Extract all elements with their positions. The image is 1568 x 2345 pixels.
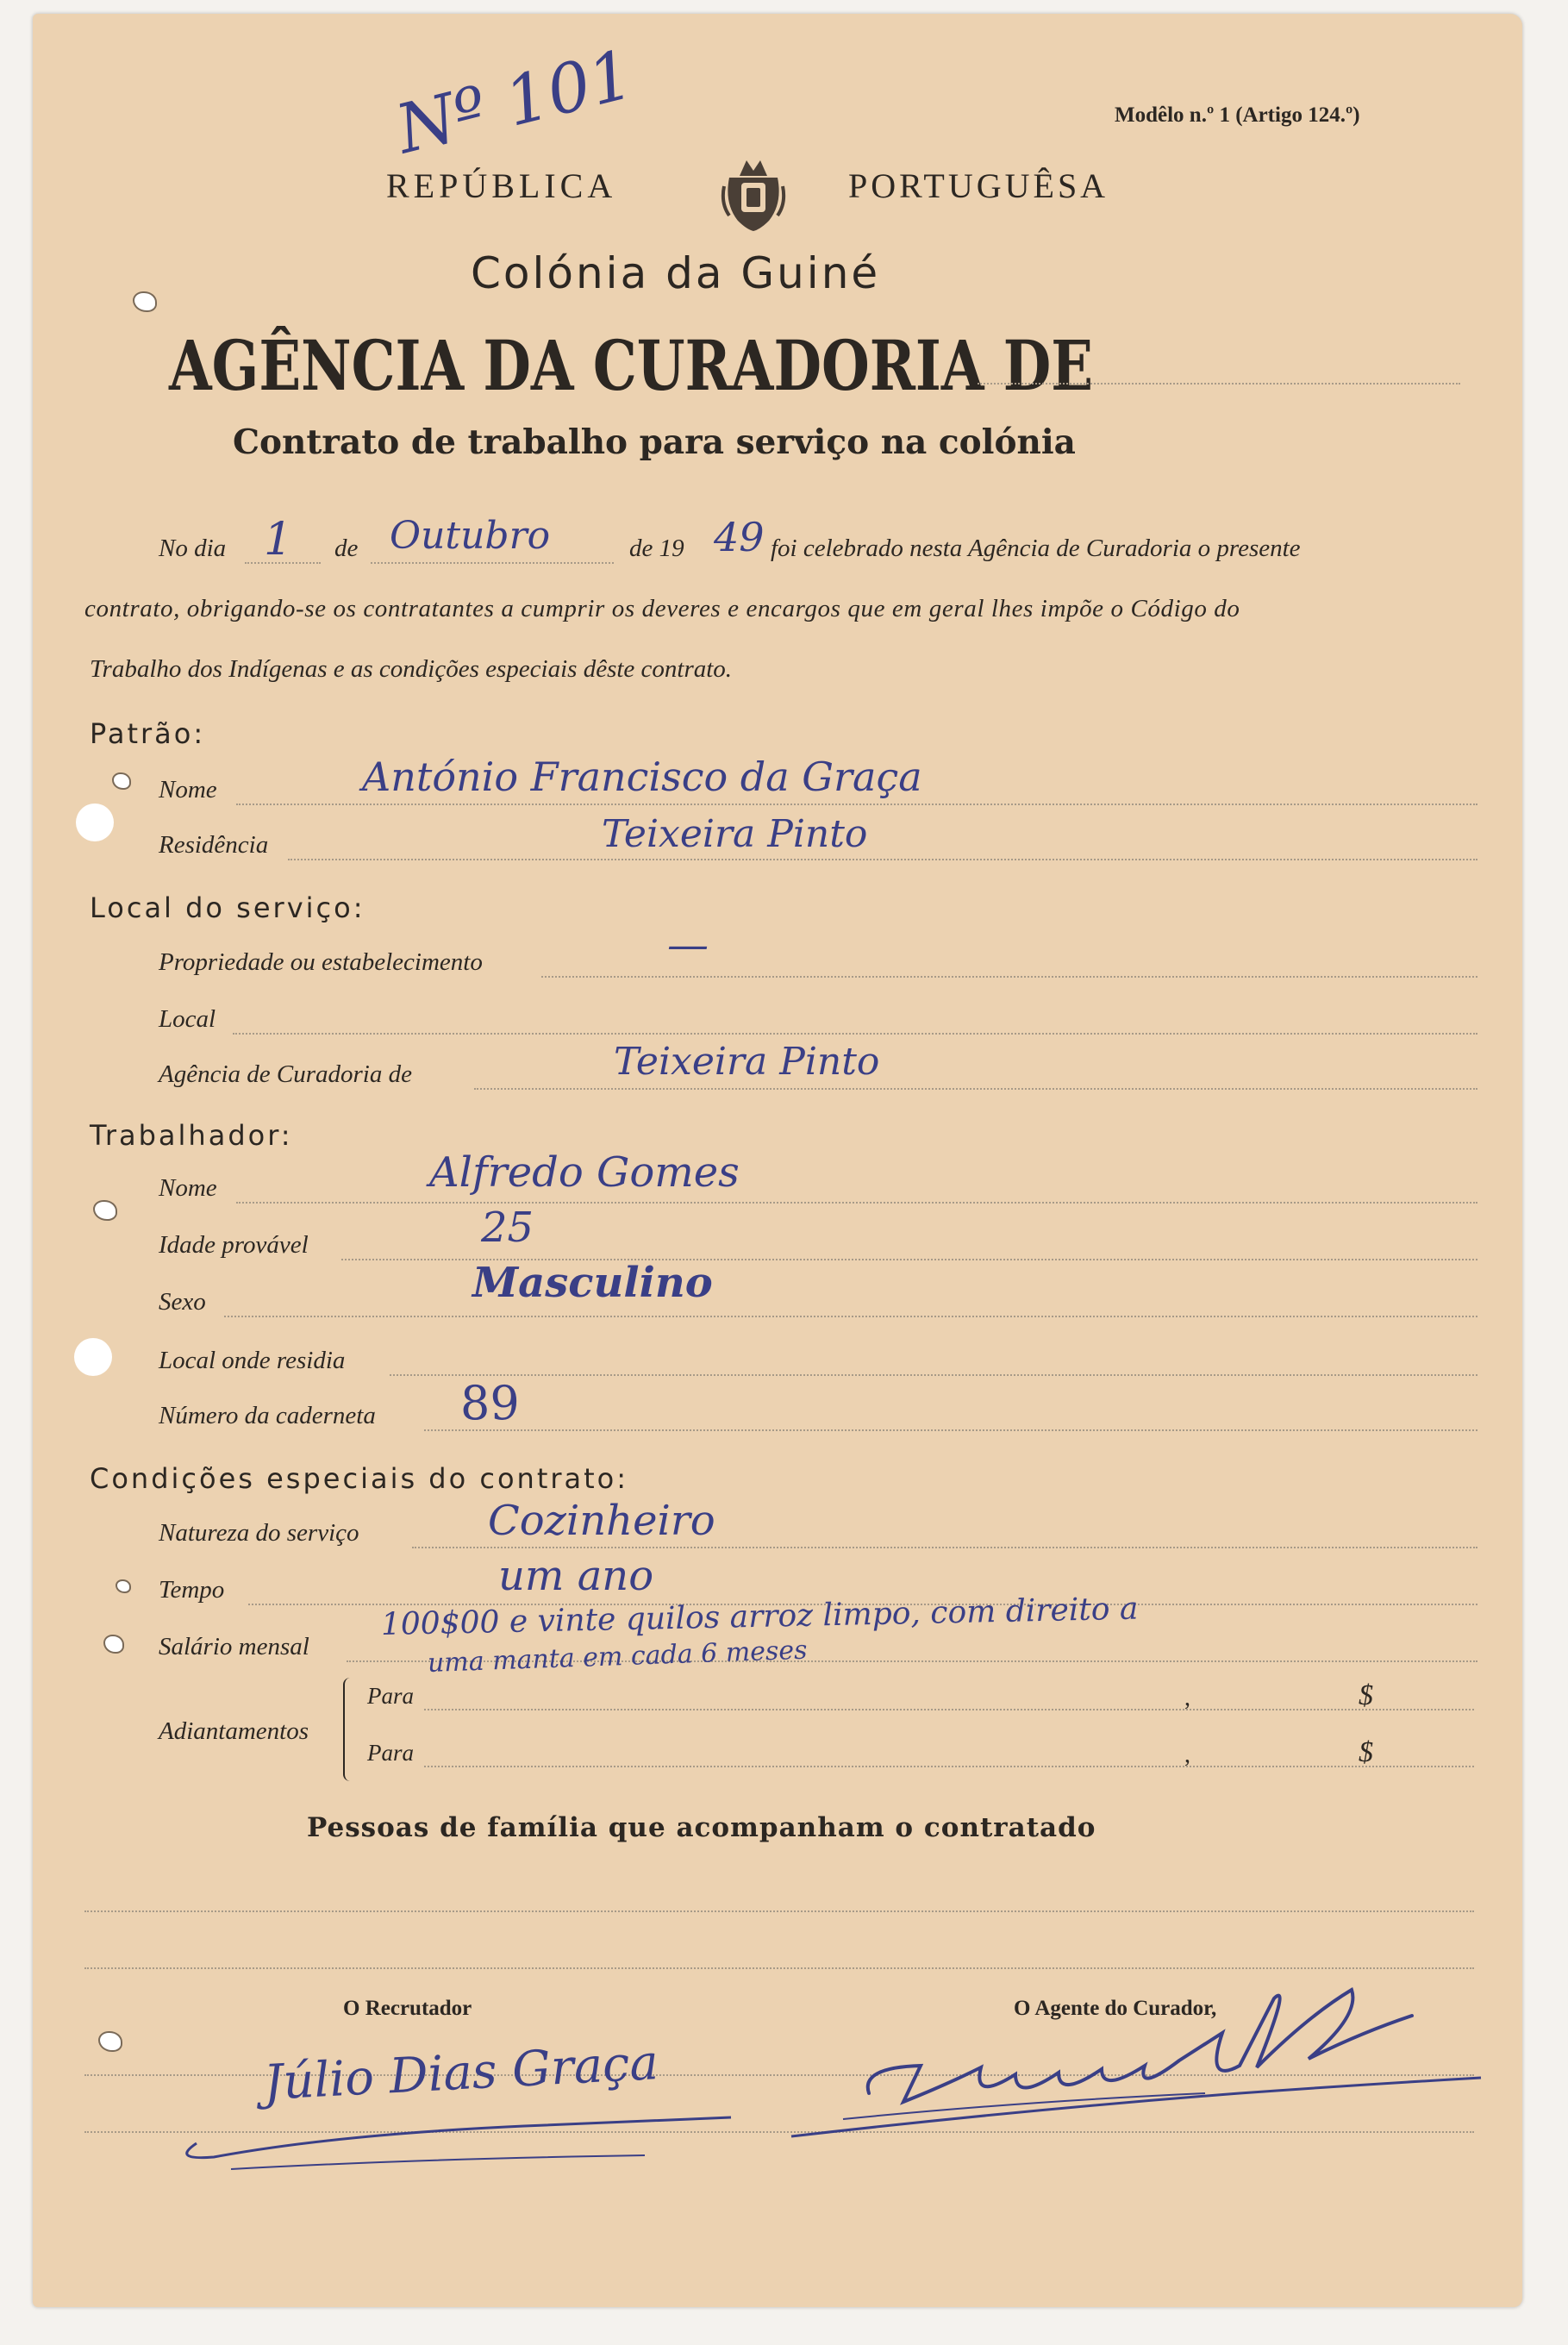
- patrao-nome-line: [236, 804, 1477, 805]
- local-residia-label: Local onde residia: [159, 1347, 346, 1374]
- adiantamento-comma-1: ,: [1184, 1685, 1190, 1711]
- intro-line-3: Trabalho dos Indígenas e as condições especiais dêste contrato.: [90, 655, 733, 683]
- patrao-residencia-value: Teixeira Pinto: [602, 812, 868, 856]
- trabalhador-nome-value: Alfredo Gomes: [429, 1148, 740, 1197]
- recrutador-signature-flourish: [162, 2074, 765, 2178]
- adiantamento-currency-1: $: [1359, 1679, 1373, 1711]
- intro-day: 1: [264, 514, 293, 566]
- corner-blot-4: [116, 1579, 131, 1593]
- local-servico-heading: Local do serviço:: [90, 891, 365, 924]
- intro-de-19: de 19: [629, 535, 684, 562]
- adiantamentos-brace: [343, 1678, 359, 1781]
- punch-hole-1: [76, 804, 114, 841]
- recrutador-label: O Recrutador: [343, 1997, 472, 2020]
- idade-label: Idade provável: [159, 1231, 309, 1259]
- intro-line-2: contrato, obrigando-se os contratantes a cumprir os deveres e encargos que em geral lhes impõe o Código do: [84, 595, 1240, 622]
- condicoes-heading: Condições especiais do contrato:: [90, 1462, 629, 1495]
- natureza-label: Natureza do serviço: [159, 1519, 359, 1547]
- propriedade-value: —: [667, 921, 709, 969]
- corner-blot-1: [133, 291, 157, 312]
- corner-blot-6: [98, 2031, 122, 2052]
- adiantamento-1-line: [424, 1709, 1474, 1710]
- sexo-value: Masculino: [472, 1259, 713, 1307]
- adiantamentos-label: Adiantamentos: [159, 1717, 309, 1745]
- adiantamento-comma-2: ,: [1184, 1742, 1190, 1768]
- caderneta-label: Número da caderneta: [159, 1402, 376, 1429]
- sexo-line: [224, 1316, 1477, 1317]
- handwritten-number: Nº 101: [389, 35, 641, 170]
- corner-blot-3: [93, 1200, 117, 1221]
- caderneta-value: 89: [460, 1376, 520, 1430]
- adiantamento-currency-2: $: [1359, 1736, 1373, 1768]
- patrao-residencia-line: [288, 859, 1477, 860]
- punch-hole-2: [74, 1338, 112, 1376]
- caderneta-line: [424, 1429, 1477, 1431]
- intro-foi-celebrado: foi celebrado nesta Agência de Curadoria o presente: [771, 535, 1301, 562]
- sexo-label: Sexo: [159, 1288, 206, 1316]
- corner-blot-5: [103, 1635, 124, 1654]
- agente-label: O Agente do Curador,: [1014, 1997, 1217, 2020]
- adiantamento-2-line: [424, 1766, 1474, 1767]
- intro-no-dia: No dia: [159, 535, 227, 562]
- adiantamento-para-2-label: Para: [367, 1740, 414, 1766]
- propriedade-label: Propriedade ou estabelecimento: [159, 948, 483, 976]
- salario-value: 100$00 e vinte quilos arroz limpo, com direito a: [380, 1591, 1139, 1642]
- patrao-heading: Patrão:: [90, 717, 206, 750]
- intro-year: 49: [714, 514, 765, 560]
- patrao-nome-label: Nome: [159, 776, 217, 804]
- agente-signature-icon: [757, 1964, 1515, 2154]
- trabalhador-nome-line: [236, 1202, 1477, 1204]
- republic-right: PORTUGUÊSA: [848, 166, 1109, 205]
- corner-blot-2: [112, 772, 131, 790]
- agency-title: AGÊNCIA DA CURADORIA DE: [169, 326, 1094, 407]
- agencia-label: Agência de Curadoria de: [159, 1060, 412, 1088]
- contract-title: Contrato de trabalho para serviço na colónia: [233, 422, 1076, 462]
- salario-value-line-2: uma manta em cada 6 meses: [427, 1635, 809, 1679]
- idade-value: 25: [481, 1204, 534, 1252]
- natureza-line: [412, 1547, 1477, 1548]
- coat-of-arms-icon: [721, 152, 786, 234]
- agencia-value: Teixeira Pinto: [614, 1040, 880, 1084]
- patrao-residencia-label: Residência: [159, 831, 269, 859]
- adiantamento-para-1-label: Para: [367, 1683, 414, 1709]
- tempo-value: um ano: [498, 1552, 654, 1600]
- tempo-label: Tempo: [159, 1576, 225, 1604]
- month-fill-line: [371, 562, 614, 564]
- document-sheet: [33, 14, 1522, 2307]
- intro-month: Outubro: [390, 514, 551, 558]
- patrao-nome-value: António Francisco da Graça: [362, 754, 922, 800]
- agency-fill-line: [978, 383, 1460, 385]
- intro-de: de: [334, 535, 359, 562]
- agencia-line: [474, 1088, 1477, 1090]
- model-reference: Modêlo n.º 1 (Artigo 124.º): [1115, 103, 1360, 127]
- natureza-value: Cozinheiro: [488, 1497, 715, 1545]
- trabalhador-nome-label: Nome: [159, 1174, 217, 1202]
- salario-label: Salário mensal: [159, 1633, 309, 1660]
- recrutador-signature: Júlio Dias Graça: [262, 2035, 660, 2111]
- local-residia-line: [390, 1374, 1477, 1376]
- colony-name: Colónia da Guiné: [471, 248, 881, 298]
- familia-line-1: [84, 1910, 1474, 1912]
- trabalhador-heading: Trabalhador:: [90, 1119, 293, 1152]
- republic-left: REPÚBLICA: [386, 166, 617, 205]
- local-line: [233, 1033, 1477, 1035]
- local-label: Local: [159, 1005, 216, 1033]
- familia-heading: Pessoas de família que acompanham o contratado: [307, 1812, 1096, 1843]
- propriedade-line: [541, 976, 1477, 978]
